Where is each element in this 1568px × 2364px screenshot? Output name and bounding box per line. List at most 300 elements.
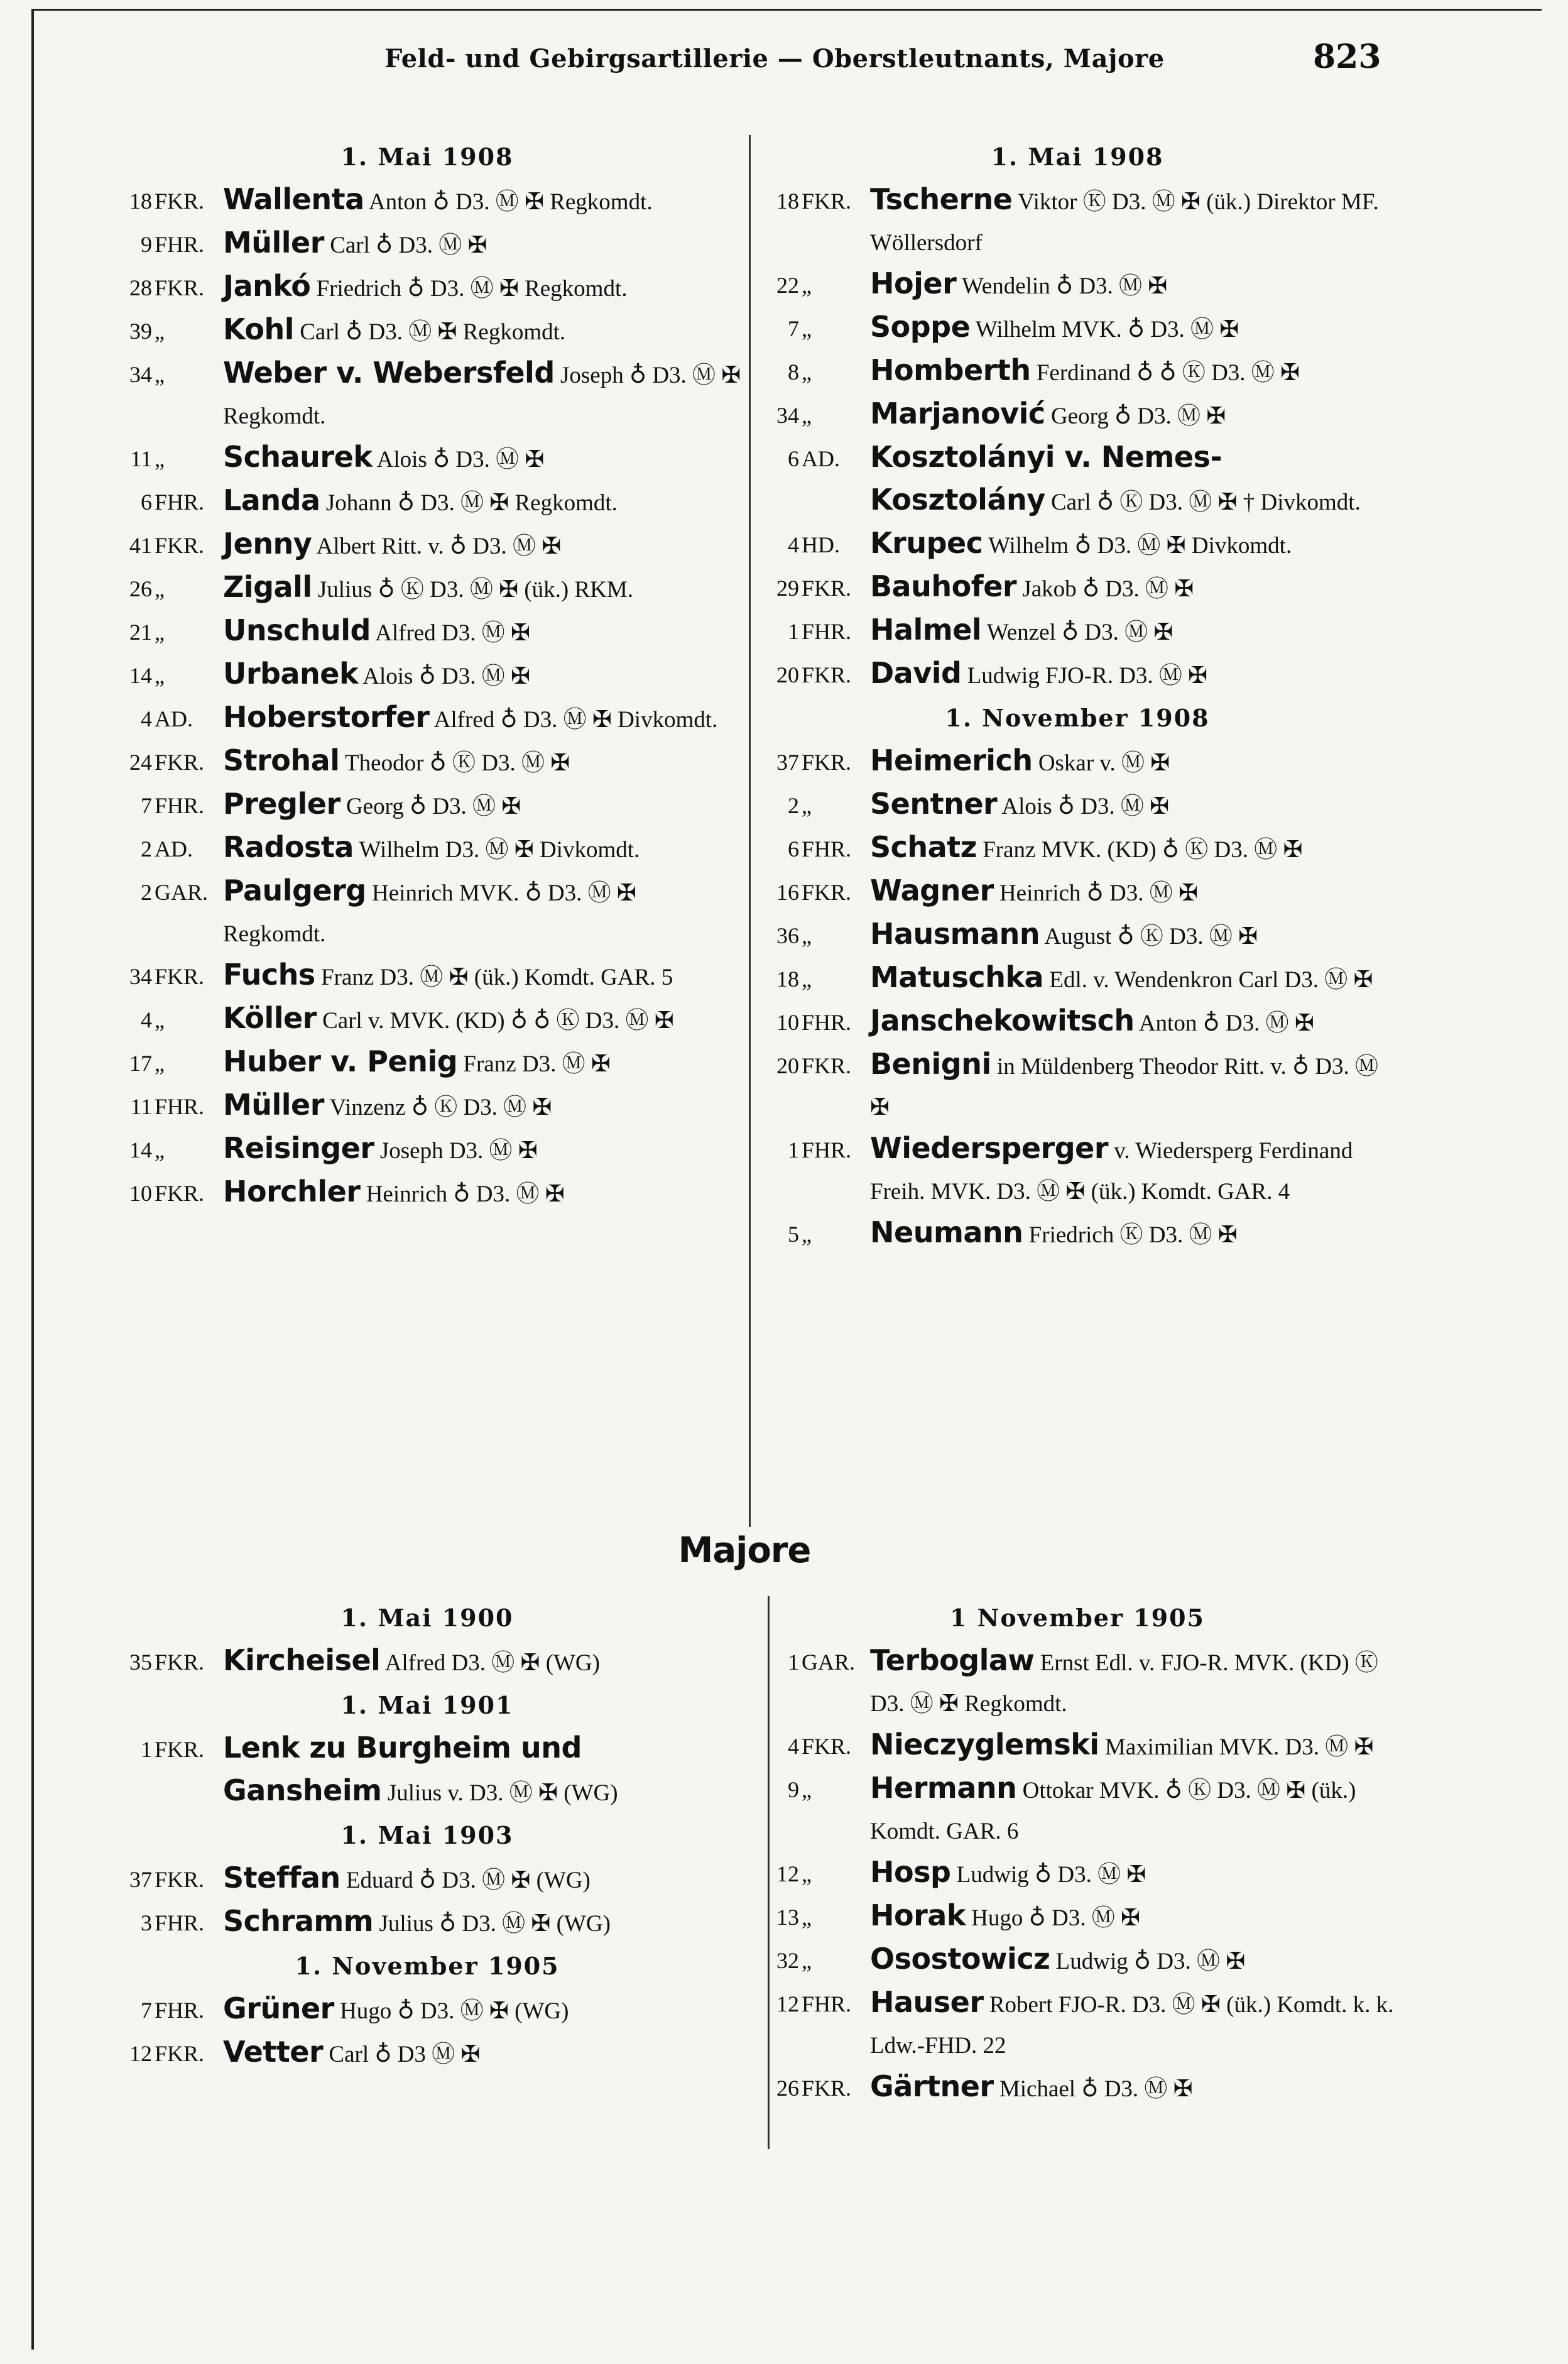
officer-surname: Horak: [870, 1898, 966, 1932]
regiment-unit: AD.: [155, 706, 193, 731]
entry-regiment: [113, 870, 223, 955]
officer-details: ♁ D3. Ⓜ ✠: [444, 534, 562, 559]
officer-surname: Wiedersperger: [870, 1131, 1109, 1165]
officer-surname: Wallenta: [223, 182, 364, 216]
officer-details: ♁ D3. Ⓜ ✠ Divkomdt.: [494, 707, 718, 733]
officer-given-name: Heinrich: [366, 880, 454, 906]
officer-details: Müldenberg Theodor Ritt. v. ♁ D3. Ⓜ ✠: [870, 1054, 1379, 1120]
regiment-number: 2: [141, 836, 152, 862]
officer-given-name: Alois: [372, 447, 427, 473]
officer-given-name: Oskar v.: [1032, 750, 1116, 776]
regiment-unit: GAR.: [802, 1650, 856, 1675]
entry-body: [870, 740, 1395, 784]
officer-given-name: Ludwig: [961, 663, 1040, 689]
officer-surname: Marjanović: [870, 397, 1045, 430]
regiment-number: 20: [776, 662, 799, 687]
regiment-unit: FHR.: [155, 1094, 205, 1119]
list-entry: [113, 1085, 741, 1128]
regiment-number: 7: [788, 316, 799, 341]
entry-body: [223, 740, 741, 784]
entry-body: [870, 263, 1395, 307]
entry-regiment: [760, 307, 870, 350]
officer-details: ♁ D3. Ⓜ ✠ Regkomdt.: [223, 363, 741, 429]
entry-body: [870, 1000, 1395, 1044]
officer-given-name: Ernst Edl. v.: [1034, 1650, 1155, 1676]
entry-body: [870, 1640, 1395, 1724]
regiment-unit: „: [155, 362, 165, 387]
list-entry: [760, 914, 1395, 957]
list-entry: [760, 784, 1395, 827]
regiment-unit: FKR.: [802, 880, 852, 905]
entry-regiment: [760, 1768, 870, 1852]
officer-details: ♁ D3. Ⓜ ✠: [403, 794, 521, 819]
officer-given-name: August: [1040, 924, 1112, 949]
entry-body: [870, 393, 1395, 437]
officer-given-name: Hugo: [965, 1905, 1023, 1931]
entry-regiment: [760, 1000, 870, 1044]
officer-given-name: Julius: [373, 1911, 433, 1937]
officer-surname: Kircheisel: [223, 1643, 381, 1677]
entry-regiment: [113, 1858, 223, 1901]
regiment-number: 16: [776, 880, 799, 905]
officer-given-name: Wilhelm: [983, 533, 1069, 559]
list-entry: [113, 523, 741, 567]
list-entry: [760, 523, 1395, 566]
officer-details: Ⓚ D3. Ⓜ ✠: [1114, 1222, 1238, 1248]
entry-regiment: [113, 437, 223, 480]
regiment-number: 11: [130, 446, 152, 471]
entry-body: [870, 653, 1395, 696]
regiment-unit: FKR.: [155, 1181, 205, 1206]
officer-surname: Hermann: [870, 1771, 1017, 1805]
regiment-unit: „: [802, 1222, 812, 1247]
officer-given-name: Wilhelm: [970, 317, 1056, 342]
entry-regiment: [113, 784, 223, 827]
officer-surname: Paulgerg: [223, 873, 366, 907]
entry-regiment: [760, 263, 870, 307]
officer-details: D3. Ⓜ ✠: [516, 1051, 611, 1077]
regiment-number: 34: [776, 403, 799, 428]
regiment-unit: FHR.: [155, 1998, 205, 2023]
regiment-number: 10: [129, 1181, 152, 1206]
entry-body: [870, 1895, 1395, 1939]
entry-regiment: [113, 1901, 223, 1944]
list-entry: [113, 955, 741, 998]
officer-given-name: Ottokar: [1016, 1778, 1094, 1803]
entry-body: [223, 1727, 741, 1814]
entry-body: [223, 1988, 741, 2032]
officer-details: D3. Ⓜ ✠ (ük.) Komdt. GAR. 5: [374, 965, 673, 990]
regiment-number: 5: [788, 1222, 799, 1247]
officer-surname: Köller: [223, 1001, 317, 1035]
entry-body: [223, 222, 741, 266]
officer-surname: Urbanek: [223, 657, 359, 691]
entry-body: [870, 1212, 1395, 1256]
officer-details: ♁ D3. Ⓜ ✠: [1052, 794, 1170, 819]
officer-surname: Osostowicz: [870, 1942, 1050, 1976]
entry-regiment: [760, 914, 870, 957]
regiment-number: 3: [141, 1910, 152, 1935]
list-entry: [113, 1988, 741, 2032]
entry-body: [870, 1852, 1395, 1895]
entry-regiment: [760, 566, 870, 610]
officer-given-name: Wenzel: [981, 620, 1056, 645]
officer-surname: Landa: [223, 483, 320, 517]
officer-details: ♁ Ⓚ D3. Ⓜ ✠ † Divkomdt.: [1091, 490, 1361, 515]
officer-details: FJO-R. D3. Ⓜ ✠: [1039, 663, 1208, 689]
officer-details: MVK. ♁ Ⓚ D3. Ⓜ ✠ (ük.) Komdt. GAR. 6: [870, 1778, 1356, 1844]
regiment-unit: AD.: [802, 446, 840, 471]
entry-regiment: [760, 870, 870, 914]
entry-regiment: [113, 610, 223, 654]
officer-details: ♁ D3. Ⓜ ✠ (WG): [413, 1868, 591, 1893]
entry-regiment: [113, 654, 223, 697]
list-entry: [113, 1858, 741, 1901]
officer-surname: Schramm: [223, 1904, 374, 1938]
officer-surname: Schatz: [870, 830, 977, 864]
officer-given-name: Joseph: [554, 363, 624, 388]
entry-body: [223, 1640, 741, 1683]
list-entry: [760, 1044, 1395, 1128]
entry-regiment: [760, 523, 870, 566]
regiment-unit: FHR.: [802, 619, 852, 644]
officer-surname: Zigall: [223, 570, 312, 604]
officer-surname: Steffan: [223, 1861, 340, 1895]
entry-regiment: [113, 1727, 223, 1814]
officer-surname: Grüner: [223, 1991, 334, 2025]
regiment-unit: „: [155, 620, 165, 645]
list-entry: [760, 1212, 1395, 1256]
regiment-number: 37: [129, 1867, 152, 1892]
officer-details: ♁ Ⓚ D3. Ⓜ ✠ (ük.) RKM.: [372, 577, 634, 603]
entry-body: [223, 827, 741, 870]
officer-surname: Homberth: [870, 353, 1031, 387]
officer-surname: Pregler: [223, 787, 340, 821]
entry-regiment: [113, 1041, 223, 1085]
regiment-unit: FKR.: [155, 189, 205, 214]
section-heading: 1. Mai 1903: [340, 1821, 514, 1849]
regiment-number: 28: [129, 275, 152, 300]
regiment-number: 18: [129, 189, 152, 214]
section-heading: 1. Mai 1908: [991, 143, 1164, 171]
section-heading: 1. Mai 1908: [340, 143, 514, 171]
officer-surname: Benigni: [870, 1047, 991, 1081]
entry-regiment: [113, 179, 223, 222]
officer-details: ♁ D3. Ⓜ ✠: [447, 1181, 565, 1207]
regiment-number: 4: [141, 706, 152, 731]
entry-body: [223, 523, 741, 567]
regiment-number: 8: [788, 359, 799, 385]
officer-given-name: Friedrich: [1023, 1222, 1114, 1248]
section-heading: 1. November 1908: [945, 704, 1210, 732]
entry-body: [870, 179, 1395, 263]
regiment-unit: „: [802, 273, 812, 298]
entry-regiment: [113, 567, 223, 610]
regiment-unit: FKR.: [802, 1053, 852, 1078]
regiment-unit: FKR.: [155, 1650, 205, 1675]
regiment-number: 4: [141, 1007, 152, 1032]
regiment-number: 35: [129, 1650, 152, 1675]
officer-surname: Müller: [223, 1088, 324, 1122]
list-entry: [113, 1171, 741, 1215]
regiment-number: 22: [776, 273, 799, 298]
regiment-number: 13: [776, 1905, 799, 1930]
officer-details: D3. Ⓜ ✠: [435, 620, 530, 646]
officer-details: ♁ D3 Ⓜ ✠: [369, 2042, 481, 2067]
list-entry: [113, 437, 741, 480]
list-entry: [760, 263, 1395, 307]
officer-given-name: Anton: [364, 189, 427, 215]
officer-surname: Wagner: [870, 873, 994, 907]
officer-given-name: Carl: [293, 319, 340, 345]
list-entry: [113, 998, 741, 1041]
officer-details: D3. Ⓜ ✠ (WG): [463, 1780, 618, 1806]
regiment-number: 12: [776, 1991, 799, 2017]
entry-body: [223, 437, 741, 480]
regiment-unit: FKR.: [802, 750, 852, 775]
officer-details: ♁ D3. Ⓜ ✠: [1023, 1905, 1140, 1931]
entry-regiment: [113, 2032, 223, 2075]
officer-given-name: Carl v.: [316, 1008, 384, 1034]
entry-body: [870, 784, 1395, 827]
list-entry: [113, 1041, 741, 1085]
officer-surname: Hosp: [870, 1855, 951, 1889]
entry-body: [870, 350, 1395, 393]
list-entry: [760, 957, 1395, 1000]
officer-surname: Unschuld: [223, 613, 371, 647]
officer-surname: Hausmann: [870, 917, 1040, 951]
officer-given-name: v.: [1108, 1138, 1130, 1164]
officer-details: D3. Ⓜ ✠ (WG): [445, 1650, 600, 1676]
officer-details: ♁ D3. Ⓜ ✠ Regkomdt.: [391, 490, 618, 516]
regiment-number: 41: [129, 533, 152, 558]
list-entry: [760, 1939, 1395, 1982]
column-divider-top: [749, 135, 751, 1527]
entry-regiment: [760, 1852, 870, 1895]
officer-details: ♁ D3. Ⓜ ✠: [1128, 1949, 1246, 1974]
regiment-number: 9: [788, 1777, 799, 1802]
entry-body: [223, 179, 741, 222]
entry-regiment: [113, 827, 223, 870]
entry-regiment: [113, 1171, 223, 1215]
regiment-unit: FHR.: [802, 1137, 852, 1163]
entry-body: [870, 1128, 1395, 1212]
regiment-unit: FHR.: [155, 793, 205, 818]
officer-given-name: Jakob: [1016, 576, 1077, 602]
officer-given-name: Robert: [983, 1992, 1053, 2018]
entry-regiment: [113, 353, 223, 437]
list-entry: [113, 610, 741, 654]
list-entry: [760, 870, 1395, 914]
officer-details: FJO-R. D3. Ⓜ ✠ (ük.) Komdt. k. k. Ldw.-FHD. 22: [870, 1992, 1394, 2059]
officer-given-name: Vinzenz: [324, 1095, 406, 1120]
officer-details: Ⓚ D3. Ⓜ ✠ (ük.) Direktor MF. Wöllersdorf: [870, 189, 1379, 256]
regiment-unit: FKR.: [802, 2076, 852, 2101]
list-entry: [113, 480, 741, 523]
regiment-unit: „: [802, 966, 812, 992]
entry-regiment: [760, 393, 870, 437]
officer-given-name: Heinrich: [993, 880, 1081, 906]
list-entry: [113, 870, 741, 955]
list-entry: [113, 179, 741, 222]
majore-left-column: [113, 1596, 741, 2075]
list-entry: [760, 653, 1395, 696]
regiment-number: 14: [129, 663, 152, 688]
officer-given-name: Ludwig: [1050, 1949, 1128, 1974]
officer-details: ♁ D3. Ⓜ ✠: [1050, 273, 1168, 299]
regiment-unit: FKR.: [155, 275, 205, 300]
officer-details: MVK. (KD) ♁ ♁ Ⓚ D3. Ⓜ ✠: [384, 1008, 674, 1034]
entry-regiment: [113, 1085, 223, 1128]
regiment-unit: „: [802, 1777, 812, 1802]
regiment-unit: GAR.: [155, 880, 209, 905]
entry-body: [870, 1724, 1395, 1768]
officer-surname: Hoberstorfer: [223, 700, 430, 734]
list-entry: [760, 2066, 1395, 2110]
regiment-number: 12: [776, 1861, 799, 1886]
officer-surname: Janschekowitsch: [870, 1004, 1135, 1037]
regiment-number: 1: [788, 619, 799, 644]
regiment-unit: FHR.: [155, 232, 205, 257]
page-number: 823: [1313, 38, 1381, 76]
officer-details: ♁ Ⓚ D3. Ⓜ ✠: [423, 750, 570, 776]
majore-heading: Majore: [678, 1530, 811, 1571]
entry-regiment: [760, 1212, 870, 1256]
entry-regiment: [760, 1895, 870, 1939]
officer-details: Wiedersperg Ferdinand Freih. MVK. D3. Ⓜ ✠ (ük.) Komdt. GAR. 4: [870, 1138, 1353, 1205]
list-entry: [113, 222, 741, 266]
regiment-unit: „: [155, 446, 165, 471]
officer-surname: Weber v. Webersfeld: [223, 356, 555, 390]
regiment-number: 12: [129, 2041, 152, 2066]
entry-body: [870, 870, 1395, 914]
page-title: Feld- und Gebirgsartillerie — Oberstleutnants, Majore: [384, 44, 1165, 74]
list-entry: [113, 827, 741, 870]
regiment-number: 32: [776, 1948, 799, 1973]
entry-body: [223, 955, 741, 998]
list-entry: [113, 740, 741, 784]
officer-details: ♁ D3. Ⓜ ✠: [413, 664, 531, 689]
officer-surname: Strohal: [223, 743, 340, 777]
regiment-number: 1: [788, 1650, 799, 1675]
officer-surname: Müller: [223, 226, 324, 260]
regiment-unit: „: [802, 793, 812, 818]
regiment-number: 36: [776, 923, 799, 948]
regiment-number: 7: [141, 793, 152, 818]
officer-given-name: Carl: [324, 233, 370, 258]
regiment-number: 4: [788, 1734, 799, 1759]
regiment-unit: „: [802, 1905, 812, 1930]
list-entry: [760, 393, 1395, 437]
officer-surname: Jenny: [223, 527, 312, 561]
officer-details: ♁ D3. Ⓜ ✠ Regkomdt.: [339, 319, 566, 345]
officer-details: ♁ D3. Ⓜ ✠: [1076, 576, 1194, 602]
officer-given-name: Anton: [1134, 1010, 1197, 1036]
regiment-number: 17: [129, 1051, 152, 1076]
regiment-unit: „: [802, 403, 812, 428]
entry-body: [870, 307, 1395, 350]
officer-surname: Schaurek: [223, 440, 373, 474]
entry-body: [223, 1171, 741, 1215]
regiment-number: 21: [129, 620, 152, 645]
entry-regiment: [113, 523, 223, 567]
regiment-number: 6: [141, 490, 152, 515]
entry-body: [870, 566, 1395, 610]
officer-surname: Radosta: [223, 830, 354, 864]
regiment-unit: FKR.: [155, 533, 205, 558]
entry-regiment: [760, 653, 870, 696]
officer-given-name: Georg: [340, 794, 404, 819]
entry-regiment: [113, 1988, 223, 2032]
entry-regiment: [760, 1982, 870, 2066]
officer-details: ♁ D3. Ⓜ ✠: [427, 447, 545, 473]
regiment-number: 2: [788, 793, 799, 818]
regiment-unit: „: [155, 576, 165, 601]
entry-regiment: [113, 740, 223, 784]
list-entry: [760, 1895, 1395, 1939]
officer-given-name: Alfred: [370, 620, 436, 646]
officer-given-name: Michael: [993, 2076, 1076, 2102]
officer-given-name: Julius: [312, 577, 373, 603]
entry-body: [223, 567, 741, 610]
regiment-unit: AD.: [155, 836, 193, 862]
entry-body: [223, 784, 741, 827]
officer-surname: Hojer: [870, 266, 957, 300]
list-entry: [113, 1727, 741, 1814]
officer-given-name: Ludwig: [950, 1862, 1029, 1888]
regiment-number: 9: [141, 232, 152, 257]
list-entry: [760, 1768, 1395, 1852]
officer-surname: David: [870, 656, 962, 690]
officer-given-name: Julius v.: [381, 1780, 464, 1806]
officer-surname: Horchler: [223, 1174, 361, 1208]
regiment-number: 11: [130, 1094, 152, 1119]
entry-regiment: [113, 1640, 223, 1683]
entry-body: [870, 1044, 1395, 1128]
list-entry: [760, 1982, 1395, 2066]
list-entry: [113, 567, 741, 610]
regiment-unit: „: [155, 1007, 165, 1032]
regiment-unit: „: [155, 1137, 165, 1163]
list-entry: [760, 1000, 1395, 1044]
list-entry: [113, 309, 741, 353]
officer-given-name: Franz: [315, 965, 374, 990]
regiment-unit: FHR.: [802, 1991, 852, 2017]
entry-regiment: [760, 179, 870, 263]
officer-details: ♁ Ⓚ D3. Ⓜ ✠: [405, 1095, 552, 1120]
officer-given-name: Edl. v.: [1043, 967, 1109, 993]
officer-details: D3. Ⓜ ✠: [443, 1138, 538, 1164]
officer-details: ♁ D3. Ⓜ ✠: [1081, 880, 1198, 906]
regiment-unit: FKR.: [802, 189, 852, 214]
officer-surname: Fuchs: [223, 958, 315, 992]
entry-body: [870, 957, 1395, 1000]
officer-surname: Halmel: [870, 613, 982, 647]
officer-given-name: Theodor: [339, 750, 424, 776]
officer-surname: Terboglaw: [870, 1643, 1035, 1677]
regiment-unit: FKR.: [155, 964, 205, 989]
regiment-unit: „: [155, 319, 165, 344]
officer-surname: Krupec: [870, 526, 983, 560]
officer-given-name: Viktor: [1012, 189, 1077, 215]
section-heading: 1 November 1905: [950, 1604, 1205, 1632]
list-entry: [760, 307, 1395, 350]
regiment-unit: FHR.: [802, 836, 852, 862]
list-entry: [113, 1128, 741, 1171]
regiment-number: 20: [776, 1053, 799, 1078]
officer-given-name: Albert Ritt. v.: [312, 534, 444, 559]
section-heading: 1. Mai 1900: [340, 1604, 514, 1632]
